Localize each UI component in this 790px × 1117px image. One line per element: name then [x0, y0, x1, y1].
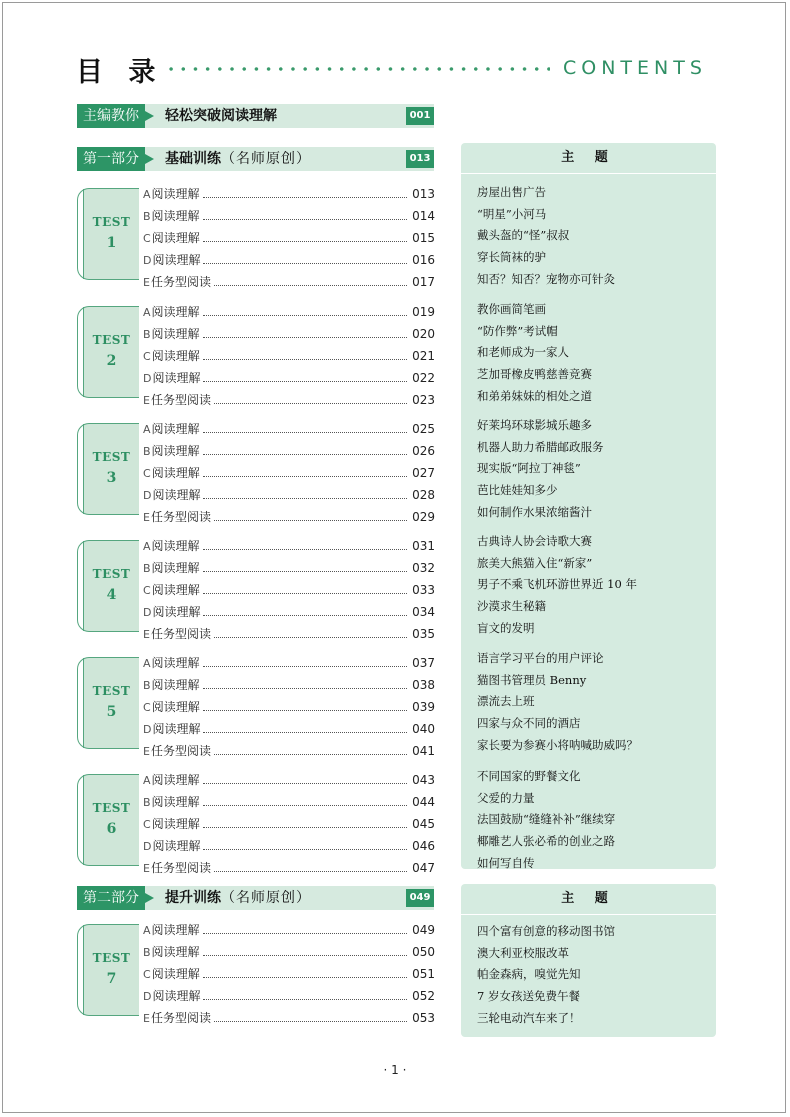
topic-item: 和弟弟妹妹的相处之道: [477, 388, 592, 403]
entry-page-number: 021: [412, 349, 435, 363]
test-tab: [77, 774, 139, 866]
entry-page-number: 041: [412, 744, 435, 758]
test-tab: [77, 306, 139, 398]
section-bar-part2[interactable]: [77, 886, 434, 910]
entry-title: 阅读理解: [151, 187, 200, 201]
topic-item: 现实版“阿拉丁神毯”: [477, 461, 581, 476]
topic-item: 四家与众不同的酒店: [477, 716, 581, 731]
entry-page-number: 038: [412, 678, 435, 692]
toc-entry[interactable]: [143, 920, 435, 940]
dot-leader: [203, 666, 407, 667]
entry-letter: C: [143, 968, 151, 981]
entry-title: 阅读理解: [152, 371, 201, 385]
entry-title: 任务型阅读: [150, 510, 211, 524]
entry-letter: C: [143, 467, 151, 480]
dot-leader: [203, 849, 407, 850]
test-label: TEST: [92, 567, 131, 581]
toc-entry[interactable]: [143, 986, 435, 1006]
toc-entry[interactable]: [143, 390, 435, 410]
dot-leader: [203, 197, 407, 198]
dot-leader: [203, 615, 407, 616]
toc-entry[interactable]: [143, 324, 435, 344]
entry-letter: D: [143, 990, 152, 1003]
entry-title: 任务型阅读: [150, 1011, 211, 1025]
entry-title: 阅读理解: [151, 700, 200, 714]
entry-title: 任务型阅读: [150, 627, 211, 641]
dot-leader: [203, 805, 407, 806]
section-bar-intro[interactable]: [77, 104, 434, 128]
topic-item: 盲文的发明: [477, 620, 535, 635]
toc-entry[interactable]: [143, 653, 435, 673]
entry-letter: A: [143, 423, 151, 436]
topic-item: 古典诗人协会诗歌大赛: [477, 534, 592, 548]
toc-entry[interactable]: [143, 836, 435, 856]
topic-item: 如何写自传: [477, 855, 535, 870]
entry-title: 阅读理解: [151, 539, 200, 553]
toc-entry[interactable]: [143, 1008, 435, 1028]
test-tab: [77, 423, 139, 515]
entry-letter: A: [143, 540, 151, 553]
toc-entry[interactable]: [143, 770, 435, 790]
topic-item: 父爱的力量: [477, 790, 535, 805]
page-number: · 1 ·: [383, 1063, 407, 1077]
entry-letter: D: [143, 840, 152, 853]
dot-leader: [203, 933, 407, 934]
entry-letter: E: [143, 276, 150, 289]
section-tag: 主编教你: [77, 104, 145, 128]
test-tab: [77, 657, 139, 749]
entry-letter: A: [143, 924, 151, 937]
entry-letter: A: [143, 188, 151, 201]
section-page-number: 013: [406, 150, 434, 168]
toc-entry[interactable]: [143, 463, 435, 483]
dot-leader: [203, 315, 407, 316]
dot-leader: [203, 285, 407, 286]
entry-letter: E: [143, 862, 150, 875]
entry-title: 阅读理解: [151, 795, 200, 809]
topic-item: 椰雕艺人张必希的创业之路: [477, 834, 615, 849]
entry-title: 阅读理解: [151, 773, 200, 787]
entry-title: 阅读理解: [152, 488, 201, 502]
test-tab: [77, 188, 139, 280]
dot-leader: [203, 977, 407, 978]
dot-leader: [203, 955, 407, 956]
entry-letter: E: [143, 745, 150, 758]
toc-entry[interactable]: [143, 441, 435, 461]
dot-leader: [203, 241, 407, 242]
entry-page-number: 014: [412, 209, 435, 223]
topic-item: “防作弊”考试帽: [477, 323, 558, 338]
topic-item: 教你画简笔画: [477, 302, 546, 316]
dot-leader: [203, 549, 407, 550]
topic-item: 7 岁女孩送免费午餐: [477, 989, 580, 1004]
entry-page-number: 017: [412, 275, 435, 289]
test-number: 7: [106, 971, 117, 987]
topic-item: 芝加哥橡皮鸭慈善竞赛: [477, 367, 592, 382]
entry-page-number: 040: [412, 722, 435, 736]
dot-leader: [203, 359, 407, 360]
entry-letter: B: [143, 210, 151, 223]
entry-title: 阅读理解: [151, 327, 200, 341]
entry-page-number: 046: [412, 839, 435, 853]
dot-leader: [203, 710, 407, 711]
topics-heading: 主 题: [461, 884, 716, 915]
test-number: 1: [106, 235, 117, 251]
entry-page-number: 043: [412, 773, 435, 787]
entry-page-number: 051: [412, 967, 435, 981]
toc-entry[interactable]: [143, 536, 435, 556]
test-label: TEST: [92, 951, 131, 965]
entry-title: 阅读理解: [152, 722, 201, 736]
entry-letter: B: [143, 946, 151, 959]
test-label: TEST: [92, 801, 131, 815]
section-title: 轻松突破阅读理解: [165, 108, 277, 124]
entry-title: 阅读理解: [151, 945, 200, 959]
dot-leader: [203, 381, 407, 382]
test-label: TEST: [92, 450, 131, 464]
toc-entry[interactable]: [143, 206, 435, 226]
entry-letter: D: [143, 489, 152, 502]
dot-leader: [203, 688, 407, 689]
toc-entry[interactable]: [143, 507, 435, 527]
entry-page-number: 044: [412, 795, 435, 809]
toc-entry[interactable]: [143, 228, 435, 248]
topic-item: 沙漠求生秘籍: [477, 599, 546, 614]
test-number: 4: [106, 587, 117, 603]
entry-letter: B: [143, 562, 151, 575]
topic-item: 机器人助力希腊邮政服务: [477, 439, 604, 454]
entry-letter: A: [143, 306, 151, 319]
contents-heading: CONTENTS: [563, 57, 707, 79]
dot-leader: [203, 827, 407, 828]
dot-leader: [203, 754, 407, 755]
entry-title: 阅读理解: [151, 466, 200, 480]
entry-letter: C: [143, 701, 151, 714]
topic-item: 澳大利亚校服改革: [477, 945, 569, 960]
dot-leader: [203, 571, 407, 572]
dot-leader: [203, 999, 407, 1000]
dot-leader: [203, 219, 407, 220]
entry-page-number: 015: [412, 231, 435, 245]
toc-entry[interactable]: [143, 302, 435, 322]
dot-leader: [203, 476, 407, 477]
topic-item: 帕金森病，嗅觉先知: [477, 967, 581, 982]
topics-heading: 主 题: [461, 143, 716, 174]
topic-item: 漂流去上班: [477, 694, 535, 709]
toc-entry[interactable]: [143, 346, 435, 366]
entry-letter: C: [143, 232, 151, 245]
toc-entry[interactable]: [143, 814, 435, 834]
entry-title: 阅读理解: [151, 231, 200, 245]
toc-entry[interactable]: [143, 419, 435, 439]
topic-item: 家长要为参赛小将呐喊助威吗？: [477, 737, 638, 752]
entry-title: 阅读理解: [151, 817, 200, 831]
entry-title: 任务型阅读: [150, 861, 211, 875]
entry-page-number: 028: [412, 488, 435, 502]
entry-letter: B: [143, 679, 151, 692]
entry-letter: D: [143, 723, 152, 736]
topic-item: 猫图书管理员 Benny: [477, 672, 587, 687]
dot-leader: [203, 593, 407, 594]
toc-entry[interactable]: [143, 558, 435, 578]
test-tab: [77, 924, 139, 1016]
toc-entry[interactable]: [143, 858, 435, 878]
topic-item: 法国鼓励“缝缝补补”继续穿: [477, 812, 616, 827]
entry-page-number: 035: [412, 627, 435, 641]
test-tab: [77, 540, 139, 632]
section-title: 基础训练（名师原创）: [165, 151, 311, 167]
topic-item: 芭比娃娃知多少: [477, 483, 558, 498]
dot-leader: [203, 498, 407, 499]
topic-item: 旅美大熊猫入住“新家”: [477, 555, 593, 570]
entry-title: 阅读理解: [151, 561, 200, 575]
entry-title: 阅读理解: [151, 656, 200, 670]
entry-letter: C: [143, 350, 151, 363]
entry-letter: E: [143, 394, 150, 407]
dot-leader: [203, 403, 407, 404]
entry-title: 阅读理解: [151, 583, 200, 597]
toc-entry[interactable]: [143, 624, 435, 644]
toc-entry[interactable]: [143, 792, 435, 812]
entry-title: 任务型阅读: [150, 275, 211, 289]
entry-letter: B: [143, 328, 151, 341]
toc-entry[interactable]: [143, 942, 435, 962]
toc-entry[interactable]: [143, 602, 435, 622]
entry-title: 阅读理解: [152, 989, 201, 1003]
entry-title: 阅读理解: [151, 444, 200, 458]
title-dot-leader: [165, 67, 550, 71]
section-title: 提升训练（名师原创）: [165, 890, 311, 906]
toc-entry[interactable]: [143, 964, 435, 984]
entry-title: 阅读理解: [151, 967, 200, 981]
entry-title: 任务型阅读: [150, 393, 211, 407]
toc-entry[interactable]: [143, 697, 435, 717]
entry-page-number: 033: [412, 583, 435, 597]
test-number: 6: [106, 821, 117, 837]
entry-letter: A: [143, 774, 151, 787]
entry-title: 阅读理解: [151, 349, 200, 363]
entry-page-number: 031: [412, 539, 435, 553]
test-number: 5: [106, 704, 117, 720]
dot-leader: [203, 454, 407, 455]
dot-leader: [203, 432, 407, 433]
entry-title: 阅读理解: [151, 422, 200, 436]
topic-item: 四个富有创意的移动图书馆: [477, 924, 615, 938]
entry-page-number: 053: [412, 1011, 435, 1025]
entry-letter: C: [143, 584, 151, 597]
topic-item: 戴头盔的“怪”叔叔: [477, 228, 570, 243]
toc-entry[interactable]: [143, 368, 435, 388]
section-bar-part1[interactable]: [77, 147, 434, 171]
dot-leader: [203, 263, 407, 264]
section-page-number: 049: [406, 889, 434, 907]
section-tag: 第一部分: [77, 147, 145, 171]
dot-leader: [203, 337, 407, 338]
entry-page-number: 016: [412, 253, 435, 267]
test-number: 3: [106, 470, 117, 486]
toc-entry[interactable]: [143, 272, 435, 292]
test-label: TEST: [92, 215, 131, 229]
dot-leader: [203, 783, 407, 784]
entry-page-number: 039: [412, 700, 435, 714]
entry-letter: E: [143, 628, 150, 641]
entry-page-number: 023: [412, 393, 435, 407]
topic-item: 不同国家的野餐文化: [477, 769, 581, 783]
topic-item: 三轮电动汽车来了！: [477, 1010, 581, 1025]
dot-leader: [203, 520, 407, 521]
page-title: 目 录: [76, 57, 164, 88]
entry-letter: A: [143, 657, 151, 670]
entry-letter: D: [143, 254, 152, 267]
entry-page-number: 013: [412, 187, 435, 201]
entry-page-number: 045: [412, 817, 435, 831]
dot-leader: [203, 637, 407, 638]
entry-page-number: 027: [412, 466, 435, 480]
test-number: 2: [106, 353, 117, 369]
entry-letter: B: [143, 445, 151, 458]
entry-title: 阅读理解: [151, 209, 200, 223]
topic-item: 穿长筒袜的驴: [477, 250, 546, 265]
topic-item: 男子不乘飞机环游世界近 10 年: [477, 577, 637, 592]
topic-item: 如何制作水果浓缩酱汁: [477, 504, 592, 519]
entry-title: 阅读理解: [152, 605, 201, 619]
topic-item: 房屋出售广告: [477, 185, 546, 199]
toc-entry[interactable]: [143, 675, 435, 695]
entry-page-number: 037: [412, 656, 435, 670]
toc-entry[interactable]: [143, 580, 435, 600]
entry-page-number: 049: [412, 923, 435, 937]
test-label: TEST: [92, 684, 131, 698]
entry-letter: D: [143, 372, 152, 385]
entry-title: 任务型阅读: [150, 744, 211, 758]
dot-leader: [203, 871, 407, 872]
topic-item: “明星”小河马: [477, 206, 547, 221]
toc-entry[interactable]: [143, 485, 435, 505]
entry-page-number: 020: [412, 327, 435, 341]
toc-entry[interactable]: [143, 250, 435, 270]
entry-title: 阅读理解: [152, 253, 201, 267]
test-label: TEST: [92, 333, 131, 347]
entry-title: 阅读理解: [152, 839, 201, 853]
entry-letter: B: [143, 796, 151, 809]
topic-item: 好莱坞环球影城乐趣多: [477, 418, 592, 432]
section-tag: 第二部分: [77, 886, 145, 910]
entry-letter: C: [143, 818, 151, 831]
entry-page-number: 034: [412, 605, 435, 619]
entry-page-number: 047: [412, 861, 435, 875]
topic-item: 和老师成为一家人: [477, 345, 569, 360]
topic-item: 知否？知否？宠物亦可针灸: [477, 271, 615, 286]
entry-page-number: 019: [412, 305, 435, 319]
entry-page-number: 026: [412, 444, 435, 458]
entry-letter: D: [143, 606, 152, 619]
entry-page-number: 029: [412, 510, 435, 524]
dot-leader: [203, 1021, 407, 1022]
entry-title: 阅读理解: [151, 678, 200, 692]
dot-leader: [203, 732, 407, 733]
entry-title: 阅读理解: [151, 305, 200, 319]
entry-page-number: 022: [412, 371, 435, 385]
entry-page-number: 050: [412, 945, 435, 959]
toc-entry[interactable]: [143, 719, 435, 739]
entry-page-number: 025: [412, 422, 435, 436]
entry-page-number: 052: [412, 989, 435, 1003]
entry-letter: E: [143, 1012, 150, 1025]
entry-page-number: 032: [412, 561, 435, 575]
entry-letter: E: [143, 511, 150, 524]
toc-entry[interactable]: [143, 184, 435, 204]
entry-title: 阅读理解: [151, 923, 200, 937]
toc-entry[interactable]: [143, 741, 435, 761]
section-page-number: 001: [406, 107, 434, 125]
topic-item: 语言学习平台的用户评论: [477, 651, 604, 665]
